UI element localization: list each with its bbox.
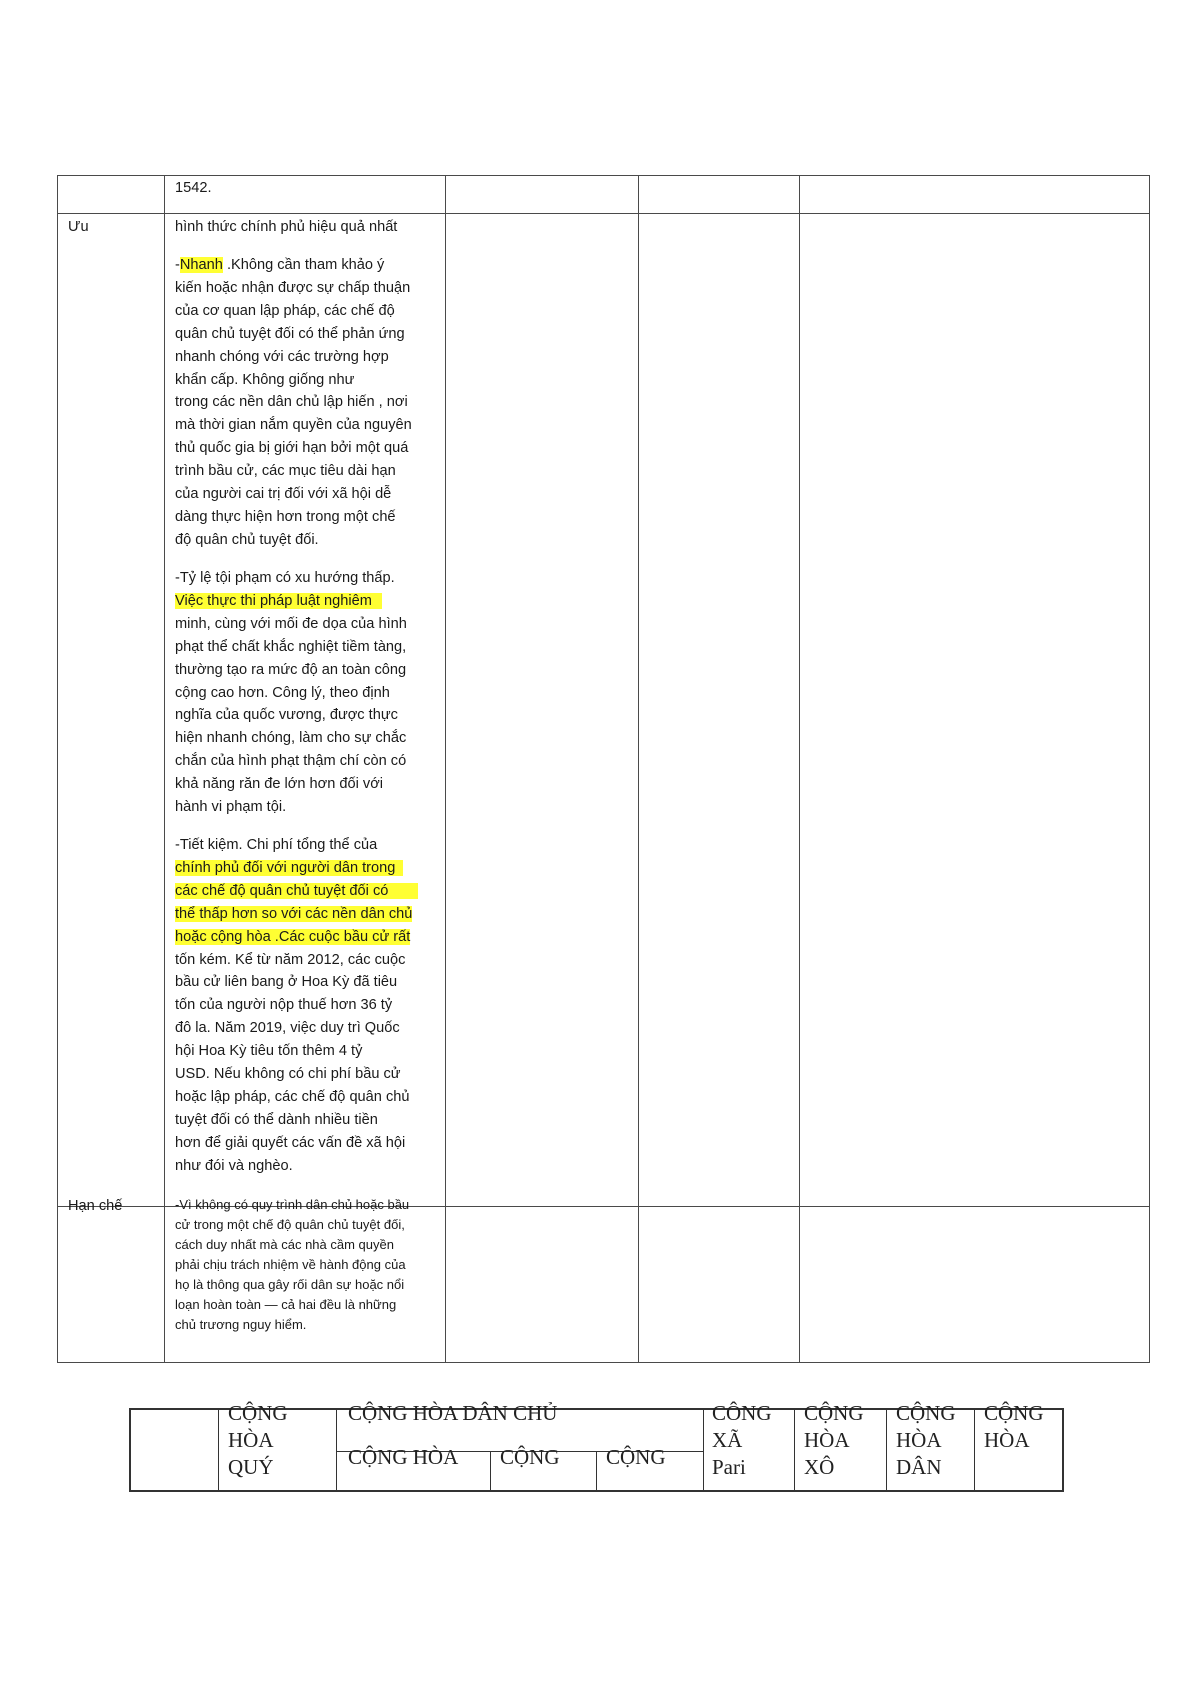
header-line: CỘNG	[228, 1401, 288, 1425]
para-line: phạt thể chất khắc nghiệt tiềm tàng,	[175, 638, 407, 655]
text-run: -	[175, 257, 180, 273]
col-divider	[57, 175, 58, 1363]
para-line: trình bầu cử, các mục tiêu dài hạn	[175, 463, 396, 480]
para-line: nhanh chóng với các trường hợp	[175, 348, 389, 365]
para-line: chủ trương nguy hiểm.	[175, 1317, 307, 1332]
para-line: -Tỷ lệ tội phạm có xu hướng thấp.	[175, 570, 395, 586]
para-line	[175, 590, 407, 613]
highlighted-text: các chế độ quân chủ tuyệt đối có	[175, 883, 418, 899]
han-che-paragraph	[175, 1195, 409, 1335]
highlighted-text: hoặc cộng hòa .Các cuộc bầu cử rất	[175, 928, 411, 945]
para-line: tốn của người nộp thuế hơn 36 tỷ	[175, 997, 393, 1014]
para-line	[175, 926, 418, 949]
para-line: như đói và nghèo.	[175, 1157, 293, 1174]
col-divider	[1062, 1408, 1064, 1492]
col-divider	[1149, 175, 1150, 1363]
para-line	[175, 903, 418, 926]
para-line: chắn của hình phạt thậm chí còn có	[175, 753, 407, 770]
header-xa-pari	[712, 1400, 772, 1481]
header-line: HÒA	[896, 1428, 942, 1452]
para-line: tốn kém. Kể từ năm 2012, các cuộc	[175, 951, 406, 968]
para-line: kiến hoặc nhận được sự chấp thuận	[175, 279, 411, 296]
para-line: phải chịu trách nhiệm về hành động của	[175, 1257, 406, 1272]
row-divider	[57, 213, 1149, 214]
header-line: DÂN	[896, 1455, 942, 1479]
row-label-uu: Ưu	[68, 219, 89, 235]
col-divider	[794, 1408, 795, 1492]
para-line: -Tiết kiệm. Chi phí tổng thể của	[175, 837, 378, 853]
row-label-han-che: Hạn chế	[68, 1198, 123, 1214]
para-line: nghĩa của quốc vương, được thực	[175, 707, 398, 724]
header-line: XÔ	[804, 1455, 835, 1479]
header-line: XÃ	[712, 1428, 743, 1452]
para-line: hội Hoa Kỳ tiêu tốn thêm 4 tỷ	[175, 1043, 363, 1060]
top-cell-text: 1542.	[175, 180, 212, 196]
para-line	[175, 880, 418, 903]
highlighted-text: thể thấp hơn so với các nền dân chủ	[175, 905, 413, 922]
col-divider	[218, 1408, 219, 1492]
col-divider	[490, 1451, 491, 1492]
para-line: mà thời gian nắm quyền của nguyên	[175, 417, 412, 434]
para-line: minh, cùng với mối đe dọa của hình	[175, 615, 407, 632]
para-line	[175, 254, 412, 277]
table-border-bottom	[57, 1362, 1149, 1363]
header-line: HÒA	[228, 1428, 274, 1452]
para-line: đô la. Năm 2019, việc duy trì Quốc	[175, 1020, 400, 1037]
text-run: .Không cần tham khảo ý	[222, 257, 385, 273]
para-line: quân chủ tuyệt đối có thể phản ứng	[175, 325, 405, 342]
col-divider	[799, 175, 800, 1363]
col-divider	[336, 1408, 337, 1492]
subheader-cong-2: CỘNG	[606, 1445, 666, 1469]
para-line: hành vi phạm tội.	[175, 799, 287, 816]
col-divider	[129, 1408, 131, 1492]
uu-paragraph-crime	[175, 567, 407, 819]
col-divider	[703, 1408, 704, 1492]
para-line: của người cai trị đối với xã hội dễ	[175, 486, 392, 503]
col-divider	[596, 1451, 597, 1492]
para-line: khẩn cấp. Không giống như	[175, 371, 355, 388]
para-line: khả năng răn đe lớn hơn đối với	[175, 776, 384, 793]
col-divider	[974, 1408, 975, 1492]
para-line: USD. Nếu không có chi phí bầu cử	[175, 1066, 401, 1083]
col-divider	[638, 175, 639, 1363]
subheader-cong-1: CỘNG	[500, 1445, 560, 1469]
para-line: cộng cao hơn. Công lý, theo định	[175, 684, 390, 701]
para-line: trong các nền dân chủ lập hiến , nơi	[175, 394, 408, 411]
highlighted-text: Nhanh	[179, 257, 223, 273]
col-divider	[445, 175, 446, 1363]
header-line: HÒA	[984, 1428, 1030, 1452]
header-dan-chu: CỘNG HÒA DÂN CHỦ	[348, 1401, 558, 1425]
header-line: CỘNG	[896, 1401, 956, 1425]
para-line: loạn hoàn toàn — cả hai đều là những	[175, 1297, 397, 1312]
header-dan	[896, 1400, 956, 1481]
header-xo	[804, 1400, 864, 1481]
col-divider	[164, 175, 165, 1363]
para-line: của cơ quan lập pháp, các chế độ	[175, 302, 395, 319]
para-line: họ là thông qua gây rối dân sự hoặc nổi	[175, 1277, 405, 1292]
uu-paragraph-savings	[175, 834, 418, 1178]
para-line: thủ quốc gia bị giới hạn bởi một quá	[175, 440, 409, 457]
header-line: Pari	[712, 1455, 746, 1479]
para-line: dàng thực hiện hơn trong một chế	[175, 508, 396, 525]
para-line: tuyệt đối có thể dành nhiều tiền	[175, 1111, 378, 1128]
subheader-cong-hoa: CỘNG HÒA	[348, 1445, 459, 1469]
para-line: bầu cử liên bang ở Hoa Kỳ đã tiêu	[175, 974, 398, 991]
para-line: hoặc lập pháp, các chế độ quân chủ	[175, 1088, 410, 1105]
col-divider	[886, 1408, 887, 1492]
header-line: CỘNG	[804, 1401, 864, 1425]
highlighted-text: chính phủ đối với người dân trong	[175, 860, 403, 876]
para-line	[175, 857, 418, 880]
uu-heading: hình thức chính phủ hiệu quả nhất	[175, 219, 398, 235]
header-line: HÒA	[804, 1428, 850, 1452]
header-quy	[228, 1400, 288, 1481]
header-line: QUÝ	[228, 1455, 274, 1479]
header-line: CỘNG	[984, 1401, 1044, 1425]
para-line: hiện nhanh chóng, làm cho sự chắc	[175, 730, 407, 747]
para-line: độ quân chủ tuyệt đối.	[175, 531, 319, 548]
para-line: cử trong một chế độ quân chủ tuyệt đối,	[175, 1217, 405, 1232]
para-line: hơn để giải quyết các vấn đề xã hội	[175, 1134, 406, 1151]
para-line: thường tạo ra mức độ an toàn công	[175, 661, 407, 678]
highlighted-text: Việc thực thi pháp luật nghiêm	[175, 593, 382, 609]
table-border-top	[57, 175, 1149, 176]
para-line: cách duy nhất mà các nhà cầm quyền	[175, 1237, 394, 1252]
header-hoa	[984, 1400, 1044, 1454]
para-line: -Vì không có quy trình dân chủ hoặc bầu	[175, 1197, 410, 1212]
uu-paragraph-speed	[175, 254, 412, 552]
header-line: CÔNG	[712, 1401, 772, 1425]
